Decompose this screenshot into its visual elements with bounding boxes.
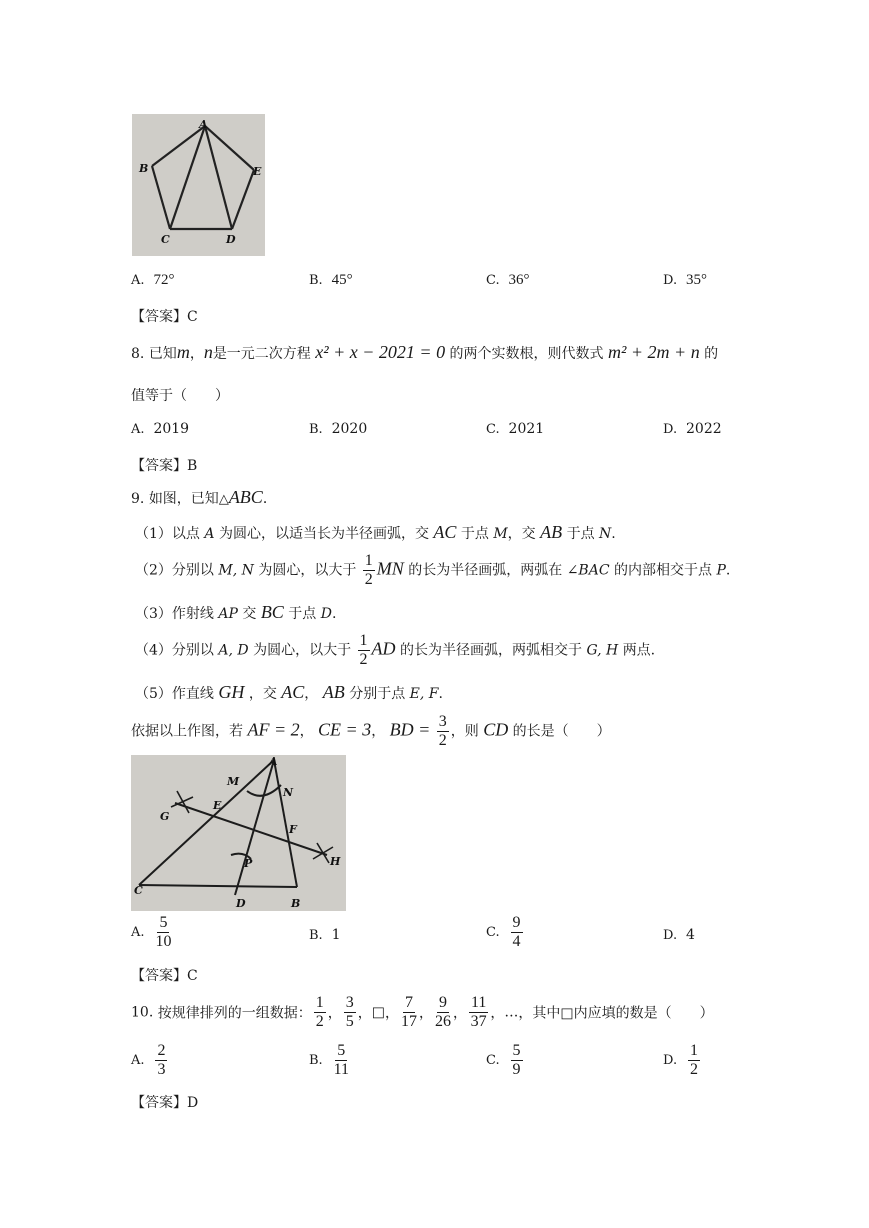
q8-stem-line1 <box>131 342 718 363</box>
numerator: 3 <box>438 713 447 730</box>
option-fraction <box>688 1042 700 1079</box>
pentagon-drawing <box>132 114 265 256</box>
label-A: A <box>199 118 208 131</box>
math-var: CD <box>483 719 509 740</box>
label-E: E <box>213 799 222 812</box>
math-var: AB <box>322 682 345 702</box>
text: （1）以点 <box>135 526 200 542</box>
text: ， <box>189 346 204 362</box>
text: ，交 <box>248 686 277 702</box>
text: 的长是（ ） <box>512 723 611 740</box>
numerator: 1 <box>315 994 324 1011</box>
math-var: ABC <box>228 487 263 507</box>
option-letter: D. <box>663 928 678 943</box>
text: 于点 <box>566 526 595 542</box>
option-letter: A. <box>131 1053 145 1068</box>
option-letter: A. <box>131 925 145 940</box>
numerator: 9 <box>512 914 521 931</box>
option-fraction <box>155 1042 167 1079</box>
option-text: 1 <box>331 927 341 943</box>
denominator: 3 <box>157 1061 166 1078</box>
label-B: B <box>139 162 149 175</box>
denominator: 26 <box>434 1013 451 1030</box>
option-text: 36° <box>508 272 530 288</box>
text: 依据以上作图，若 <box>131 723 243 740</box>
seq-term <box>435 994 451 1031</box>
denominator: 5 <box>345 1013 354 1030</box>
text: ， <box>299 723 314 740</box>
text: 为圆心，以大于 <box>253 642 352 659</box>
math-var: M <box>493 526 508 542</box>
q10-number: 10. <box>131 1004 154 1021</box>
option-letter: C. <box>486 1053 500 1068</box>
text: 于点 <box>288 606 317 622</box>
q10-option-d[interactable] <box>663 1042 702 1079</box>
math-var: n <box>203 342 213 362</box>
math-var: E, F <box>409 686 439 702</box>
text: 的 <box>704 346 719 362</box>
label-D: D <box>236 897 246 910</box>
denominator: 9 <box>512 1061 521 1078</box>
math-var: N <box>599 526 612 542</box>
math-var: MN <box>376 558 404 579</box>
math-expression: m² + 2m + n <box>608 342 700 362</box>
option-text: 35° <box>686 272 707 288</box>
denominator: 2 <box>438 732 447 749</box>
text: 两点. <box>622 642 656 659</box>
q9-step-1 <box>135 522 616 543</box>
text: . <box>331 606 337 622</box>
text: ，交 <box>507 526 536 542</box>
q9-answer: 【答案】C <box>131 968 198 984</box>
q9-step-2 <box>135 552 730 589</box>
numerator: 1 <box>690 1042 698 1059</box>
option-text: 2022 <box>686 421 722 437</box>
label-C: C <box>134 884 143 897</box>
option-letter: D. <box>663 273 678 288</box>
text: （4）分别以 <box>135 642 214 659</box>
q9-option-d[interactable] <box>663 927 695 943</box>
separator: ， <box>490 1005 505 1022</box>
text: 已知 <box>148 346 177 362</box>
blank-box: □ <box>371 1004 385 1021</box>
numerator: 5 <box>512 1042 521 1059</box>
q7-option-a[interactable] <box>131 272 174 289</box>
option-letter: B. <box>309 422 323 437</box>
q8-number: 8. <box>131 346 145 362</box>
q8-option-d[interactable] <box>663 421 722 437</box>
fraction-three-halves <box>437 713 449 750</box>
text: ，则 <box>450 723 479 740</box>
math-var: A <box>204 526 215 542</box>
option-letter: B. <box>309 1053 323 1068</box>
numerator: 5 <box>337 1042 346 1059</box>
denominator: 2 <box>364 571 373 588</box>
text: 按规律排列的一组数据： <box>157 1005 312 1022</box>
q9-number: 9. <box>131 491 145 507</box>
seq-term <box>401 994 417 1031</box>
label-C: C <box>161 233 170 246</box>
q7-option-b[interactable] <box>309 272 353 289</box>
seq-term <box>314 994 326 1031</box>
seq-term <box>469 994 488 1031</box>
math-var: GH <box>218 682 245 702</box>
numerator: 9 <box>438 994 447 1011</box>
q10-answer: 【答案】D <box>131 1095 199 1111</box>
math-var: BC <box>260 602 284 622</box>
label-P: P <box>244 857 253 870</box>
denominator: 37 <box>470 1013 487 1030</box>
text: 是一元二次方程 <box>212 346 311 362</box>
denominator: 2 <box>690 1061 698 1078</box>
denominator: 2 <box>359 651 368 668</box>
numerator: 3 <box>345 994 354 1011</box>
q9-condition <box>131 713 611 750</box>
text: . <box>725 562 731 579</box>
pentagon-figure <box>132 114 265 256</box>
text: （5）作直线 <box>135 686 214 702</box>
math-var: AD <box>371 638 396 659</box>
math-var: M, N <box>218 562 254 579</box>
option-letter: B. <box>309 928 323 943</box>
text: （2）分别以 <box>135 562 214 579</box>
option-letter: B. <box>309 273 323 288</box>
option-letter: C. <box>486 925 500 940</box>
seq-term <box>344 994 356 1031</box>
separator: ， <box>452 1005 467 1022</box>
separator: ， <box>384 1005 399 1022</box>
label-D: D <box>226 233 236 246</box>
option-letter: C. <box>486 422 500 437</box>
q7-option-d[interactable] <box>663 272 707 289</box>
numerator: 11 <box>470 994 487 1011</box>
option-letter: D. <box>663 1053 678 1068</box>
math-var: AP <box>218 606 238 622</box>
label-G: G <box>160 810 170 823</box>
q9-intro <box>131 487 277 508</box>
text: ． <box>262 491 277 507</box>
label-E: E <box>253 165 262 178</box>
label-N: N <box>283 786 294 799</box>
q10-option-c[interactable] <box>486 1042 525 1079</box>
q9-step-3 <box>135 602 336 623</box>
q9-option-b[interactable] <box>309 927 341 943</box>
option-letter: A. <box>131 422 145 437</box>
q9-step-5 <box>135 682 443 703</box>
text: 为圆心，以大于 <box>258 562 357 579</box>
math-equation: BD = <box>389 719 431 740</box>
q9-option-a[interactable] <box>131 914 173 951</box>
label-F: F <box>289 823 297 836</box>
denominator: 11 <box>333 1061 349 1078</box>
option-fraction <box>511 914 523 951</box>
text: 的长为半径画弧，两弧在 <box>408 562 563 579</box>
text: ， <box>304 686 319 702</box>
option-letter: C. <box>486 273 500 288</box>
text: 为圆心，以适当长为半径画弧，交 <box>218 526 429 542</box>
math-equation: CE = 3 <box>318 719 372 740</box>
math-var: G, H <box>586 642 619 659</box>
q10-stem <box>131 994 714 1031</box>
option-text: 2019 <box>153 421 190 437</box>
math-var: A, D <box>218 642 249 659</box>
option-letter: D. <box>663 422 678 437</box>
label-M: M <box>227 775 240 788</box>
fraction-half <box>358 632 370 669</box>
text: 交 <box>242 606 257 622</box>
text: 分别于点 <box>349 686 406 702</box>
option-text: 45° <box>331 272 353 288</box>
numerator: 7 <box>404 994 413 1011</box>
q9-step-4 <box>135 632 655 669</box>
q8-answer: 【答案】B <box>131 458 198 474</box>
text: . <box>611 526 616 542</box>
denominator: 4 <box>512 933 521 950</box>
ellipsis: … <box>504 1004 519 1021</box>
math-var: D <box>320 606 332 622</box>
label-A: A <box>269 755 278 768</box>
option-letter: A. <box>131 273 145 288</box>
separator: ， <box>418 1005 433 1022</box>
q8-stem-line2: 值等于（ ） <box>131 388 229 404</box>
numerator: 2 <box>157 1042 166 1059</box>
option-text: 2020 <box>331 421 368 437</box>
math-equation: AF = 2 <box>247 719 300 740</box>
option-fraction <box>334 1042 349 1079</box>
q10-option-a[interactable] <box>131 1042 169 1079</box>
numerator: 5 <box>159 914 168 931</box>
q7-answer: 【答案】C <box>131 309 198 325</box>
math-equation: x² + x − 2021 = 0 <box>315 342 446 362</box>
math-var: P <box>716 562 726 579</box>
q7-option-c[interactable] <box>486 272 530 289</box>
q9-option-c[interactable] <box>486 914 525 951</box>
text: . <box>438 686 443 702</box>
math-var: m <box>176 342 190 362</box>
q8-option-c[interactable] <box>486 421 544 437</box>
triangle-drawing <box>131 755 346 911</box>
option-fraction <box>155 914 171 951</box>
option-text: 2021 <box>508 421 545 437</box>
q8-option-a[interactable] <box>131 421 189 437</box>
denominator: 2 <box>315 1013 324 1030</box>
label-H: H <box>330 855 341 868</box>
triangle-symbol: △ <box>218 492 229 507</box>
text: 的两个实数根，则代数式 <box>449 346 604 362</box>
text: 的内部相交于点 <box>613 562 712 579</box>
option-fraction <box>511 1042 523 1079</box>
math-var: AC <box>433 522 457 542</box>
denominator: 17 <box>400 1013 417 1030</box>
triangle-construction-figure <box>131 755 346 911</box>
text: 的长为半径画弧，两弧相交于 <box>399 642 582 659</box>
math-var: AC <box>281 682 305 702</box>
separator: ， <box>357 1005 372 1022</box>
numerator: 1 <box>359 632 368 649</box>
option-text: 4 <box>686 927 695 943</box>
math-var: AB <box>540 522 563 542</box>
separator: ， <box>327 1005 342 1022</box>
math-angle: ∠BAC <box>566 562 610 579</box>
text: ，其中□内应填的数是（ ） <box>518 1005 714 1022</box>
denominator: 10 <box>155 933 172 950</box>
text: 于点 <box>460 526 489 542</box>
q8-option-b[interactable] <box>309 421 367 437</box>
numerator: 1 <box>364 552 373 569</box>
text: ， <box>371 723 386 740</box>
option-text: 72° <box>153 272 175 288</box>
text: （3）作射线 <box>135 606 214 622</box>
fraction-half <box>363 552 375 589</box>
text: 如图，已知 <box>148 491 219 507</box>
label-B: B <box>291 897 301 910</box>
q10-option-b[interactable] <box>309 1042 351 1079</box>
